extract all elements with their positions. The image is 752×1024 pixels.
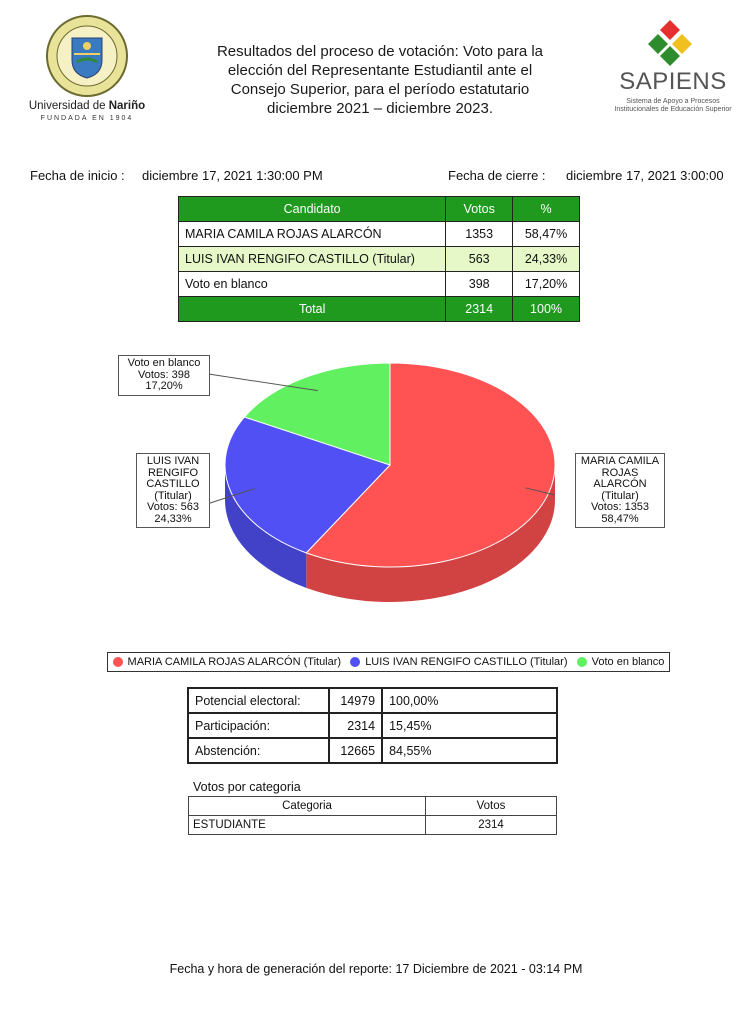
stat-pct: 84,55% bbox=[382, 738, 557, 763]
legend-label: MARIA CAMILA ROJAS ALARCÓN (Titular) bbox=[127, 656, 342, 668]
callout-line: 58,47% bbox=[601, 512, 639, 525]
start-date-value: diciembre 17, 2021 1:30:00 PM bbox=[142, 168, 323, 183]
total-label: Total bbox=[179, 297, 446, 322]
callout-line: 24,33% bbox=[154, 512, 192, 525]
legend-label: LUIS IVAN RENGIFO CASTILLO (Titular) bbox=[365, 656, 568, 668]
results-header-row bbox=[179, 197, 580, 222]
header-pct: % bbox=[513, 197, 580, 222]
sapiens-subtitle: Institucionales de Educación Superior bbox=[614, 106, 732, 113]
results-table bbox=[178, 196, 580, 322]
callout-line: ALARCÓN bbox=[593, 478, 647, 490]
legend-item bbox=[113, 656, 342, 668]
candidate-votes: 1353 bbox=[446, 222, 513, 247]
sapiens-name: SAPIENS bbox=[619, 68, 727, 95]
title-line: Consejo Superior, para el período estatutario bbox=[230, 81, 530, 98]
table-row bbox=[179, 272, 580, 297]
candidate-name: MARIA CAMILA ROJAS ALARCÓN bbox=[179, 222, 446, 247]
candidate-pct: 17,20% bbox=[513, 272, 580, 297]
callout-line: CASTILLO bbox=[146, 478, 200, 490]
header-category: Categoria bbox=[189, 797, 426, 816]
stat-pct: 100,00% bbox=[382, 688, 557, 713]
callout-line: (Titular) bbox=[601, 489, 639, 502]
category-votes: 2314 bbox=[426, 816, 557, 835]
legend-dot-icon bbox=[350, 657, 360, 667]
header-votes: Votos bbox=[446, 197, 513, 222]
table-row bbox=[179, 247, 580, 272]
title-line: Resultados del proceso de votación: Voto para la bbox=[216, 43, 544, 60]
stat-value: 12665 bbox=[329, 738, 382, 763]
header-candidate: Candidato bbox=[179, 197, 446, 222]
candidate-pct: 58,47% bbox=[513, 222, 580, 247]
stats-table bbox=[187, 687, 558, 764]
stat-value: 14979 bbox=[329, 688, 382, 713]
header-category-votes: Votos bbox=[426, 797, 557, 816]
candidate-pct: 24,33% bbox=[513, 247, 580, 272]
end-date-value: diciembre 17, 2021 3:00:00 bbox=[566, 168, 724, 183]
candidate-name: Voto en blanco bbox=[179, 272, 446, 297]
sapiens-subtitle: Sistema de Apoyo a Procesos bbox=[626, 98, 720, 105]
callout-line: Voto en blanco bbox=[127, 357, 201, 369]
legend-item bbox=[577, 656, 665, 668]
university-name-bold: Nariño bbox=[108, 100, 146, 112]
university-founded: FUNDADA EN 1904 bbox=[40, 115, 134, 122]
callout-line: Votos: 563 bbox=[147, 501, 199, 513]
title-line: elección del Representante Estudiantil ante el bbox=[227, 62, 533, 79]
stat-pct: 15,45% bbox=[382, 713, 557, 738]
university-seal-icon bbox=[22, 14, 152, 100]
categories-table bbox=[188, 796, 557, 835]
pie-chart bbox=[100, 345, 680, 635]
callout-maria bbox=[575, 453, 665, 528]
callout-line: Votos: 1353 bbox=[590, 501, 650, 513]
callout-line: 17,20% bbox=[145, 380, 183, 392]
title-line: diciembre 2021 – diciembre 2023. bbox=[267, 100, 493, 117]
callout-line: (Titular) bbox=[154, 489, 192, 502]
table-row bbox=[189, 816, 557, 835]
legend-dot-icon bbox=[577, 657, 587, 667]
callout-line: RENGIFO bbox=[147, 466, 199, 479]
callout-line: LUIS IVAN bbox=[146, 455, 200, 467]
start-date-label: Fecha de inicio : bbox=[30, 168, 125, 183]
table-row bbox=[188, 688, 557, 713]
categories-header-row bbox=[189, 797, 557, 816]
stat-label: Participación: bbox=[188, 713, 329, 738]
university-name: Universidad de bbox=[28, 100, 109, 112]
stat-value: 2314 bbox=[329, 713, 382, 738]
callout-blank bbox=[118, 355, 210, 396]
candidate-votes: 563 bbox=[446, 247, 513, 272]
table-row bbox=[188, 713, 557, 738]
report-footer: Fecha y hora de generación del reporte: 17 Diciembre de 2021 - 03:14 PM bbox=[169, 962, 583, 976]
legend-label: Voto en blanco bbox=[591, 656, 665, 668]
total-pct: 100% bbox=[513, 297, 580, 322]
callout-line: Votos: 398 bbox=[138, 368, 190, 381]
chart-legend bbox=[107, 652, 670, 672]
categories-title: Votos por categoria bbox=[193, 780, 301, 794]
candidate-name: LUIS IVAN RENGIFO CASTILLO (Titular) bbox=[179, 247, 446, 272]
candidate-votes: 398 bbox=[446, 272, 513, 297]
sapiens-logo bbox=[608, 16, 738, 120]
stat-label: Abstención: bbox=[188, 738, 329, 763]
sapiens-diamond-icon bbox=[608, 16, 738, 68]
category-name: ESTUDIANTE bbox=[189, 816, 426, 835]
legend-item bbox=[350, 656, 567, 668]
stat-label: Potencial electoral: bbox=[188, 688, 329, 713]
total-row bbox=[179, 297, 580, 322]
university-logo bbox=[22, 14, 152, 126]
legend-dot-icon bbox=[113, 657, 123, 667]
end-date-label: Fecha de cierre : bbox=[448, 168, 546, 183]
table-row bbox=[188, 738, 557, 763]
total-votes: 2314 bbox=[446, 297, 513, 322]
callout-luis bbox=[136, 453, 210, 528]
table-row bbox=[179, 222, 580, 247]
page-title bbox=[180, 42, 580, 118]
callout-line: ROJAS bbox=[601, 466, 639, 479]
callout-line: MARIA CAMILA bbox=[580, 455, 660, 467]
